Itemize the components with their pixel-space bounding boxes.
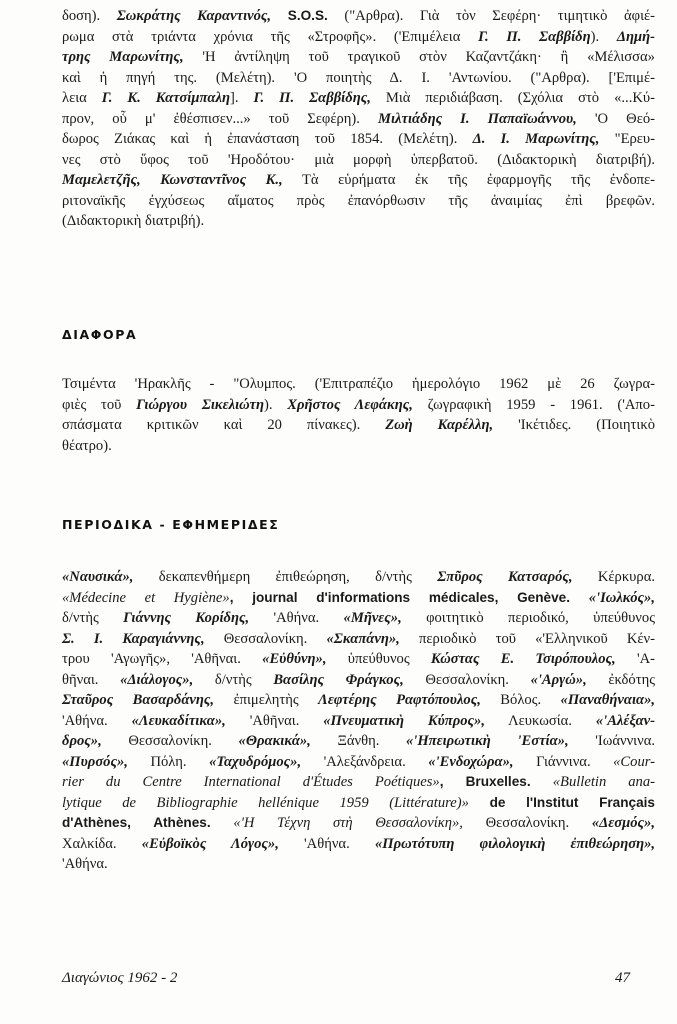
text-line	[62, 88, 655, 109]
text-line	[62, 68, 655, 89]
emphasized-text-run: «Εὐβοϊκὸς Λόγος»,	[141, 835, 279, 852]
emphasized-text-run: Βασίλης Φράγκος,	[273, 671, 404, 688]
emphasized-text-run: Σ. Ι. Καραγιάννης,	[62, 630, 205, 647]
emphasized-text-run: «Διάλογος»,	[120, 671, 194, 688]
emphasized-text-run: Γ. Π. Σαββίδης,	[253, 90, 371, 106]
emphasized-text-run: Γ. Π. Σαββίδη	[478, 28, 591, 45]
diafora-paragraph	[62, 374, 655, 456]
emphasized-text-run: Γ. Κ. Κατσίμπαλη	[101, 90, 230, 106]
text-line	[62, 793, 655, 814]
text-run: περιοδικὸ τοῦ «'Ελληνικοῦ Κέν-	[399, 630, 655, 647]
text-run: ).	[264, 396, 288, 413]
text-run: λεια	[62, 90, 102, 106]
emphasized-text-run: «'Ενδοχώρα»,	[428, 753, 514, 770]
emphasized-text-run: S.O.S.	[271, 8, 328, 23]
text-line	[62, 711, 655, 732]
text-run: 'Ικέτιδες. (Ποιητικὸ	[493, 417, 655, 433]
emphasized-text-run: de l'Institut Français	[468, 794, 655, 810]
text-line	[62, 211, 655, 232]
emphasized-text-run: Γιώργου Σικελιώτη	[136, 396, 264, 413]
emphasized-text-run: Ζωὴ Καρέλλη,	[385, 417, 494, 433]
emphasized-text-run: Μαμελετζῆς, Κωνσταντῖνος Κ.,	[62, 172, 283, 188]
text-run: Θεσσαλονίκη.	[204, 630, 327, 647]
text-run: ("Αρθρα). Γιὰ τὸν Σεφέρη· τιμητικὸ ἀφιέ-	[327, 8, 655, 24]
text-run: Χαλκίδα.	[62, 835, 142, 852]
text-run: 'Α-	[615, 651, 655, 667]
section-heading-diafora: ΔΙΑΦΟΡΑ	[62, 327, 138, 342]
emphasized-text-run: «Θρακικά»,	[238, 733, 311, 749]
emphasized-text-run: rier du Centre International d'Études Poétiques»	[62, 774, 440, 790]
text-run: Λευκωσία.	[484, 712, 596, 729]
text-line	[62, 6, 655, 27]
emphasized-text-run: «'Η Τέχνη στὴ Θεσσαλονίκη»,	[233, 815, 463, 831]
emphasized-text-run: «Ναυσικά»,	[62, 569, 134, 585]
emphasized-text-run: Σταῦρος Βασαρδάνης,	[62, 692, 215, 708]
emphasized-text-run: lytique de Bibliographie hellénique 1959 (Littérature)»	[62, 794, 469, 811]
text-line	[62, 629, 655, 650]
emphasized-text-run: «Σκαπάνη»,	[326, 630, 400, 647]
emphasized-text-run: «Δεσμός»,	[591, 815, 655, 831]
emphasized-text-run: , Bruxelles.	[439, 774, 553, 789]
section-heading-periodika: ΠΕΡΙΟΔΙΚΑ - ΕΦΗΜΕΡΙΔΕΣ	[62, 517, 280, 532]
text-run: (Διδακτορικὴ διατριβή).	[62, 213, 205, 229]
emphasized-text-run: «Πυρσός»,	[62, 753, 128, 770]
text-run: 'Η ἀντίληψη τοῦ τραγικοῦ στὸν Καζαντζάκη· ἢ «Μέλισσα»	[183, 49, 655, 65]
text-run: Θεσσαλονίκη.	[462, 815, 592, 831]
text-run: ].	[229, 90, 254, 106]
text-run: ὑπεύθυνος	[326, 651, 431, 667]
text-run: Γιάννινα.	[513, 753, 614, 770]
emphasized-text-run: Μιλτιάδης Ι. Παπαϊωάννου,	[377, 110, 577, 127]
text-run: φοιτητικὸ περιοδικό, ὑπεύθυνος	[401, 610, 655, 626]
text-line	[62, 567, 655, 588]
text-run: "Ερευ-	[599, 131, 655, 147]
text-line	[62, 170, 655, 191]
text-line	[62, 47, 655, 68]
emphasized-text-run: δρος»,	[62, 733, 102, 749]
emphasized-text-run: «Εὐθύνη»,	[262, 651, 327, 667]
text-run: 'Αθήνα.	[62, 856, 108, 872]
text-run: Θεσσαλονίκη.	[101, 733, 239, 749]
text-run: 'Αθῆναι.	[225, 712, 324, 729]
emphasized-text-run: «Médecine et Hygiène»	[62, 589, 230, 606]
text-line	[62, 690, 655, 711]
text-run: ἐκδότης	[586, 671, 655, 688]
text-run: 'Αθήνα.	[278, 835, 375, 852]
emphasized-text-run: Λεφτέρης Ραφτόπουλος,	[318, 692, 481, 708]
text-line	[62, 649, 655, 670]
emphasized-text-run: «'Αργώ»,	[530, 671, 587, 688]
text-line	[62, 670, 655, 691]
emphasized-text-run: , journal d'informations médicales, Genève.	[229, 589, 589, 605]
text-run: Βόλος.	[480, 692, 561, 708]
emphasized-text-run: Γιάννης Κορίδης,	[123, 610, 250, 626]
text-line	[62, 854, 655, 875]
text-run: 'Αθήνα.	[249, 610, 344, 626]
emphasized-text-run: Δημή-	[616, 28, 655, 45]
text-run: Πόλη.	[127, 753, 210, 770]
emphasized-text-run: «'Αλέξαν-	[595, 712, 655, 729]
text-line	[62, 752, 655, 773]
text-run: καὶ ἡ πηγή της. (Μελέτη). 'Ο ποιητὴς Δ. Ι. 'Αντωνίου. ("Αρθρα). ['Επιμέ-	[62, 69, 655, 86]
text-run: σπάσματα κριτικῶν καὶ 20 πίνακες).	[62, 417, 386, 433]
text-line	[62, 129, 655, 150]
emphasized-text-run: «Cour-	[613, 753, 655, 770]
text-run: 'Αθήνα.	[62, 712, 132, 729]
text-run: 'Αλεξάνδρεια.	[301, 753, 429, 770]
emphasized-text-run: «'Ιωλκός»,	[588, 589, 655, 606]
text-run: 'Ο Θεό-	[576, 110, 655, 127]
text-run: φιὲς τοῦ	[62, 396, 137, 413]
text-run: θῆναι.	[62, 671, 121, 688]
emphasized-text-run: τρης Μαρωνίτης,	[62, 49, 184, 65]
text-line	[62, 109, 655, 130]
emphasized-text-run: «Ταχυδρόμος»,	[209, 753, 302, 770]
text-run: ).	[590, 28, 617, 45]
emphasized-text-run: d'Athènes, Athènes.	[62, 815, 234, 830]
footer-page-number: 47	[615, 970, 630, 986]
text-line	[62, 415, 655, 436]
text-line	[62, 191, 655, 212]
text-run: Τὰ εὑρήματα ἐκ τῆς ἐφαρμογῆς τῆς ἐνδοπε-	[282, 172, 655, 188]
text-line	[62, 436, 655, 457]
emphasized-text-run: «'Ηπειρωτικὴ 'Εστία»,	[405, 733, 569, 749]
text-run: Κέρκυρα.	[572, 569, 655, 585]
periodika-paragraph	[62, 567, 655, 875]
emphasized-text-run: «Παναθήναια»,	[560, 692, 656, 708]
text-line	[62, 608, 655, 629]
text-run: ρωμα στὰ τριάντα χρόνια τῆς «Στροφῆς». ('Επιμέλεια	[62, 28, 479, 45]
text-run: νες στὸ ὕφος τοῦ 'Ηροδότου· μιὰ μορφὴ ὑπερβατοῦ. (Διδακτορικὴ διατριβή).	[62, 151, 655, 168]
text-line	[62, 731, 655, 752]
text-run: Ξάνθη.	[310, 733, 406, 749]
text-line	[62, 395, 655, 416]
emphasized-text-run: «Μῆνες»,	[343, 610, 402, 626]
text-run: ριτοναϊκῆς ἐγχύσεως αἵματος πρὸς ἐπανόρθωσιν τῆς ἀναιμίας ἐπὶ βρεφῶν.	[62, 192, 655, 209]
text-run: θέατρο).	[62, 437, 112, 454]
emphasized-text-run: Κώστας Ε. Τσιρόπουλος,	[430, 651, 616, 667]
text-line	[62, 813, 655, 834]
text-line	[62, 374, 655, 395]
text-run: δ/ντὴς	[62, 610, 124, 626]
emphasized-text-run: «Πνευματικὴ Κύπρος»,	[323, 712, 485, 729]
text-run: Θεσσαλονίκη.	[403, 671, 531, 688]
text-run: 'Ιωάννινα.	[568, 733, 656, 749]
text-run: ζωγραφικὴ 1959 - 1961. ('Απο-	[412, 396, 655, 413]
emphasized-text-run: «Πρωτότυπη φιλολογικὴ ἐπιθεώρηση»,	[374, 835, 656, 852]
emphasized-text-run: «Bulletin ana-	[552, 774, 655, 790]
text-line	[62, 772, 655, 793]
emphasized-text-run: «Λευκαδίτικα»,	[131, 712, 226, 729]
text-line	[62, 588, 655, 609]
emphasized-text-run: Σπῦρος Κατσαρός,	[437, 569, 573, 585]
text-run: ἐπιμελητὴς	[214, 692, 319, 708]
text-run: προν, οὗ μ' ἐθέσπισεν...» τοῦ Σεφέρη).	[62, 110, 378, 127]
text-run: δοση).	[62, 8, 117, 24]
text-run: δωρος Ζιάκας καὶ ἡ ἐπανάσταση τοῦ 1854. (Μελέτη).	[62, 131, 473, 147]
text-run: δεκαπενθήμερη ἐπιθεώρηση, δ/ντὴς	[133, 569, 438, 585]
intro-paragraph	[62, 6, 655, 232]
emphasized-text-run: Δ. Ι. Μαρωνίτης,	[472, 131, 600, 147]
emphasized-text-run: Σωκράτης Καραντινός,	[116, 8, 272, 24]
text-run: τρου 'Αγωγῆς», 'Αθῆναι.	[62, 651, 263, 667]
text-run: δ/ντὴς	[193, 671, 274, 688]
text-run: Μιὰ περιδιάβαση. (Σχόλια στὸ «...Κύ-	[370, 90, 655, 106]
footer-journal-issue: Διαγώνιος 1962 - 2	[62, 970, 178, 986]
text-line	[62, 150, 655, 171]
emphasized-text-run: Χρῆστος Λεφάκης,	[287, 396, 413, 413]
text-run: Τσιμέντα 'Ηρακλῆς - "Ολυμπος. ('Επιτραπέζιο ἡμερολόγιο 1962 μὲ 26 ζωγρα-	[62, 376, 655, 392]
text-line	[62, 27, 655, 48]
text-line	[62, 834, 655, 855]
